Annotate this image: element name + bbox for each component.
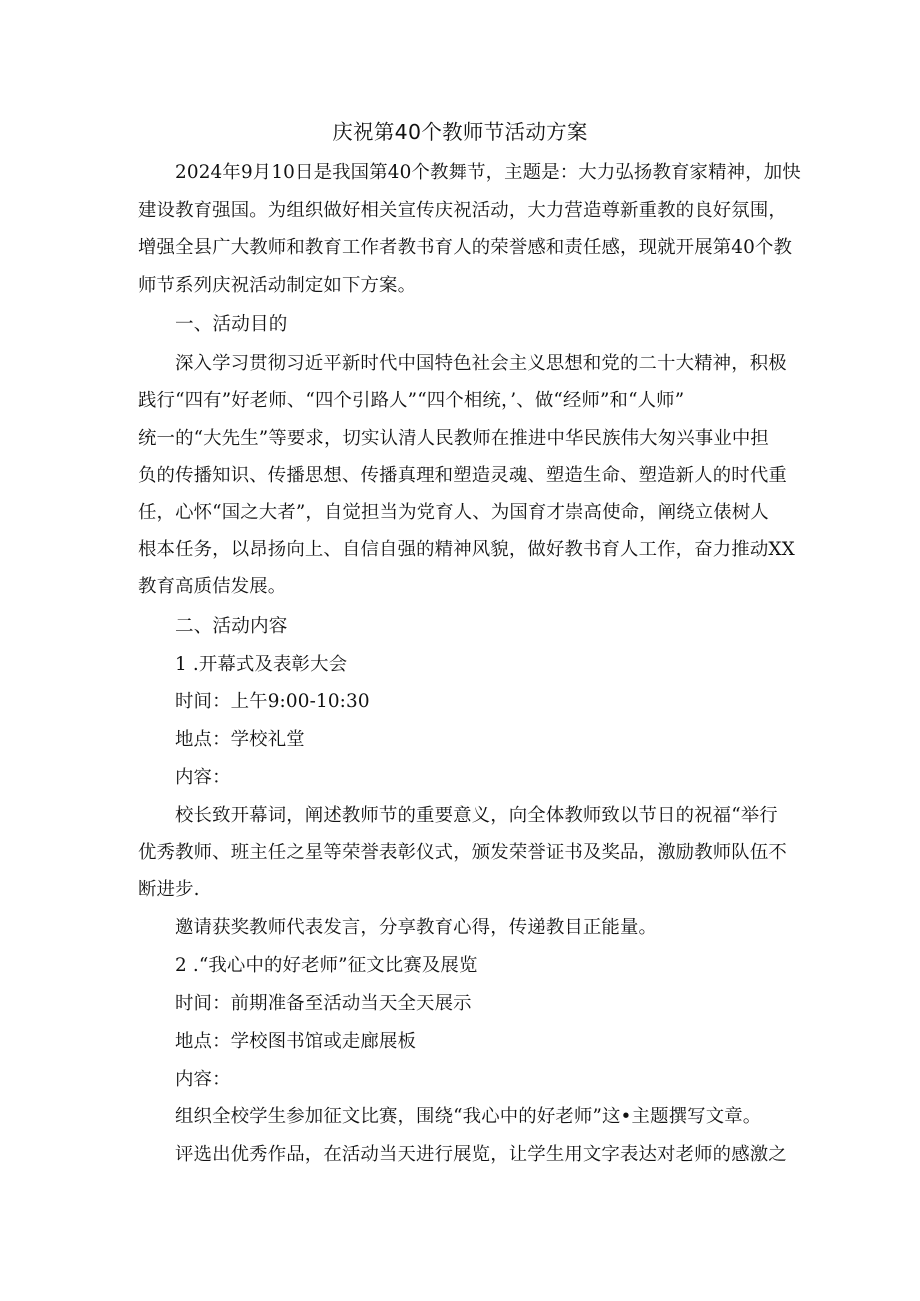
paragraph-line: 断进步. bbox=[138, 879, 200, 900]
section-heading: 二、活动内容 bbox=[175, 616, 288, 637]
item-time: 时间：上午9:00-10:30 bbox=[175, 691, 370, 712]
paragraph-line: 邀请获奖教师代表发言，分享教育心得，传递教目正能量。 bbox=[175, 917, 658, 938]
paragraph-line: 负的传播知识、传播思想、传播真理和塑造灵魂、塑造生命、塑造新人的时代重 bbox=[138, 465, 787, 486]
paragraph-line: 任，心怀“国之大者”，自觉担当为党育人、为国育才崇高使命，阐绕立俵树人 bbox=[138, 502, 769, 523]
paragraph-line: 组织全校学生参加征文比赛，围绕“我心中的好老师”这•主题撰写文章。 bbox=[175, 1106, 762, 1127]
paragraph-line: 教育高质佶发展。 bbox=[138, 576, 287, 597]
paragraph-line: 根本任务，以昂扬向上、自信自强的精神风貌，做好教书育人工作，奋力推动XX bbox=[138, 539, 795, 560]
item-content-label: 内容： bbox=[175, 1069, 231, 1090]
paragraph-line: 优秀教师、班主任之星等荣誉表彰仪式，颁发荣誉证书及奖品，激励教师队伍不 bbox=[138, 842, 787, 863]
paragraph-line: 评选出优秀作品，在活动当天进行展览，让学生用文字表达对老师的感激之 bbox=[175, 1144, 787, 1165]
section-heading: 一、活动目的 bbox=[175, 314, 288, 335]
item-title: 1 .开幕式及表彰大会 bbox=[175, 654, 348, 675]
item-place: 地点：学校礼堂 bbox=[175, 729, 305, 750]
intro-line: 师节系列庆祝活动制定如下方案。 bbox=[138, 275, 417, 296]
intro-line: 2024年9月10日是我国第40个教舞节，主题是：大力弘扬教育家精神，加快 bbox=[175, 162, 801, 183]
intro-line: 增强全县广大教师和教育工作者教书育人的荣誉感和责任感，现就开展第40个教 bbox=[138, 237, 793, 258]
paragraph-line: 深入学习贯彻习近平新时代中国特色社会主义思想和党的二十大精神，积极 bbox=[175, 353, 787, 374]
paragraph-line: 统一的“大先生”等要求，切实认清人民教师在推进中华民族伟大匆兴事业中担 bbox=[138, 428, 769, 449]
item-content-label: 内容： bbox=[175, 767, 231, 788]
item-place: 地点：学校图书馆或走廊展板 bbox=[175, 1031, 417, 1052]
intro-line: 建设教育强国。为组织做好相关宣传庆祝活动，大力营造尊新重教的良好氛围， bbox=[138, 200, 787, 221]
item-time: 时间：前期准备至活动当天全天展示 bbox=[175, 993, 472, 1014]
document-title: 庆祝第40个教师节活动方案 bbox=[332, 120, 588, 144]
item-title: 2 .“我心中的好老师”征文比赛及展览 bbox=[175, 955, 478, 976]
paragraph-line: 践行“四有”好老师、“四个引路人”“四个相统，’、做“经师”和“人师” bbox=[138, 390, 685, 411]
paragraph-line: 校长致开幕词，阐述教师节的重要意义，向全体教师致以节日的祝福“举行 bbox=[175, 805, 778, 826]
